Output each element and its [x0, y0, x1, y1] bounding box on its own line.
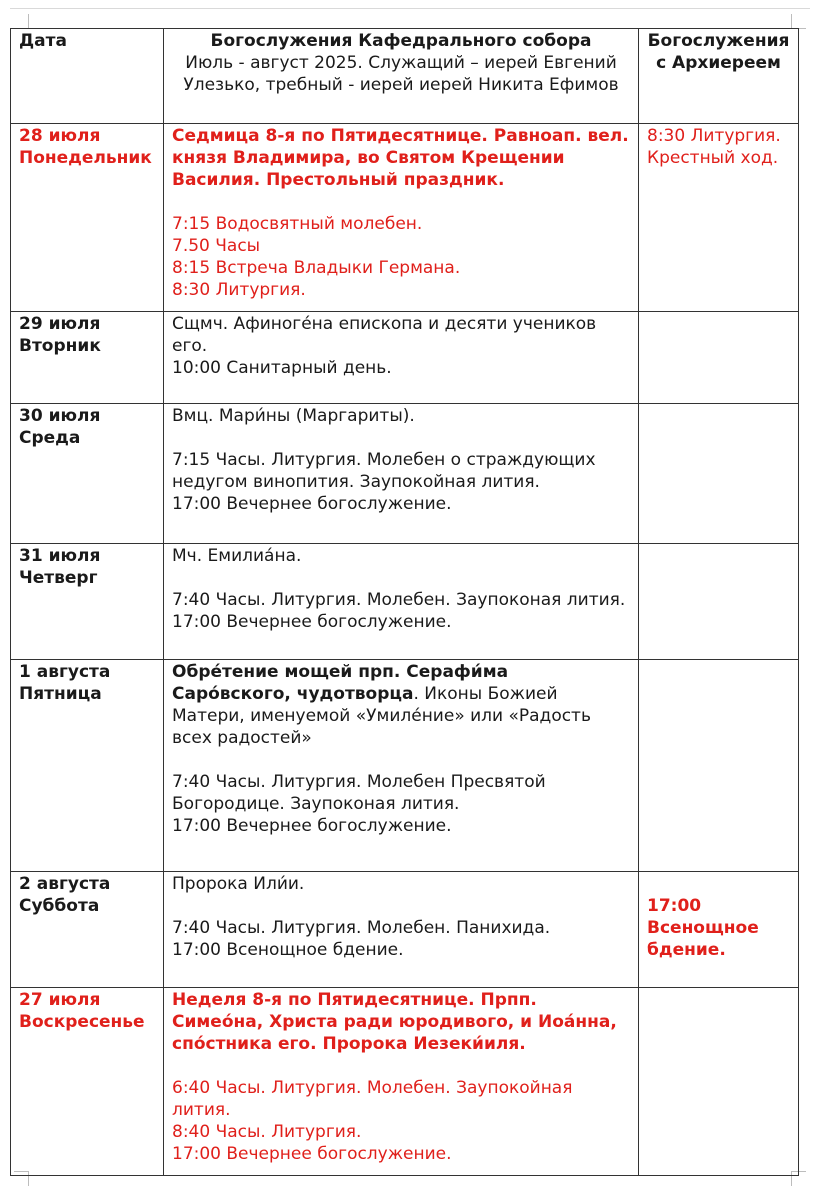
service-cell: [164, 404, 639, 544]
date-label: 29 июля: [19, 314, 101, 334]
service-line: 17:00 Вечернее богослужение.: [172, 1144, 452, 1164]
bishop-cell: [639, 312, 799, 404]
weekday-label: Суббота: [19, 896, 100, 916]
service-line: 8:40 Часы. Литургия.: [172, 1122, 362, 1142]
feast-title: Мч. Емилиа́на.: [172, 546, 302, 566]
service-line: 7:15 Часы. Литургия. Молебен о страждующих недугом винопития. Заупокойная лития.: [172, 450, 596, 492]
header-main: [164, 29, 639, 124]
bishop-cell: [639, 660, 799, 872]
date-label: 27 июля: [19, 990, 101, 1010]
table-row: [11, 124, 799, 312]
service-line: 17:00 Вечернее богослужение.: [172, 816, 452, 836]
feast-title-bold: Обре́тение мощей прп. Серафи́ма Саро́вского, чудотворца: [172, 662, 509, 704]
page-top-edge: [10, 8, 810, 9]
weekday-label: Понедельник: [19, 148, 152, 168]
weekday-label: Вторник: [19, 336, 101, 356]
date-label: 2 августа: [19, 874, 111, 894]
date-label: 30 июля: [19, 406, 101, 426]
feast-title-rest: . Иконы Божией Матери, именуемой «Умиле́ние» или «Радость всех радостей»: [172, 684, 591, 748]
feast-title: Пророка Или́и.: [172, 874, 305, 894]
service-line: 7:40 Часы. Литургия. Молебен. Заупоконая лития.: [172, 590, 626, 610]
bishop-cell: [639, 404, 799, 544]
feast-title: Вмц. Мари́ны (Маргариты).: [172, 406, 415, 426]
date-cell: [11, 544, 164, 660]
bishop-service: 17:00 Всенощное бдение.: [647, 896, 759, 960]
weekday-label: Четверг: [19, 568, 98, 588]
service-line: 17:00 Всенощное бдение.: [172, 940, 404, 960]
schedule-table: [10, 28, 799, 1176]
weekday-label: Воскресенье: [19, 1012, 145, 1032]
service-line: 8:15 Встреча Владыки Германа.: [172, 258, 461, 278]
page-corner-mark: [791, 14, 806, 29]
header-row: [11, 29, 799, 124]
service-line: 8:30 Литургия.: [172, 280, 306, 300]
header-date: Дата: [11, 29, 164, 124]
table-row: [11, 872, 799, 988]
table-row: [11, 312, 799, 404]
service-line: 6:40 Часы. Литургия. Молебен. Заупокойная лития.: [172, 1078, 573, 1120]
service-line: 17:00 Вечернее богослужение.: [172, 612, 452, 632]
service-line: 10:00 Санитарный день.: [172, 358, 392, 378]
header-main-title: Богослужения Кафедрального собора: [210, 31, 592, 51]
date-label: 31 июля: [19, 546, 101, 566]
bishop-cell: [639, 544, 799, 660]
service-cell: [164, 660, 639, 872]
feast-title: Неделя 8-я по Пятидесятнице. Прпп. Симео́на, Христа ради юродивого, и Иоа́нна, спо́стника его. Пророка Иезеки́иля.: [172, 990, 617, 1054]
date-cell: [11, 872, 164, 988]
page-corner-mark: [14, 14, 29, 29]
date-label: 28 июля: [19, 126, 101, 146]
bishop-cell: 8:30 Литургия. Крестный ход.: [639, 124, 799, 312]
date-cell: [11, 312, 164, 404]
header-bishop: Богослужения с Архиереем: [639, 29, 799, 124]
bishop-cell: [639, 872, 799, 988]
service-cell: [164, 312, 639, 404]
date-cell: [11, 660, 164, 872]
service-line: 7:15 Водосвятный молебен.: [172, 214, 423, 234]
table-row: [11, 660, 799, 872]
service-line: 7:40 Часы. Литургия. Молебен. Панихида.: [172, 918, 551, 938]
bishop-cell: [639, 988, 799, 1176]
service-cell: [164, 872, 639, 988]
table-row: [11, 404, 799, 544]
service-line: 7:40 Часы. Литургия. Молебен Пресвятой Богородице. Заупоконая лития.: [172, 772, 546, 814]
service-cell: [164, 988, 639, 1176]
header-main-subtitle: Июль - август 2025. Служащий – иерей Евгений Улезько, требный - иерей иерей Никита Ефимов: [183, 53, 619, 95]
date-cell: [11, 404, 164, 544]
date-label: 1 августа: [19, 662, 111, 682]
feast-title: Седмица 8-я по Пятидесятнице. Равноап. вел. князя Владимира, во Святом Крещении Василия. Престольный праздник.: [172, 126, 629, 190]
date-cell: [11, 124, 164, 312]
weekday-label: Среда: [19, 428, 81, 448]
service-cell: [164, 544, 639, 660]
feast-title: Сщмч. Афиноге́на епископа и десяти учеников его.: [172, 314, 597, 356]
table-row: [11, 988, 799, 1176]
date-cell: [11, 988, 164, 1176]
service-cell: [164, 124, 639, 312]
weekday-label: Пятница: [19, 684, 102, 704]
service-line: 17:00 Вечернее богослужение.: [172, 494, 452, 514]
table-row: [11, 544, 799, 660]
feast-title: [172, 661, 630, 749]
service-line: 7.50 Часы: [172, 236, 261, 256]
